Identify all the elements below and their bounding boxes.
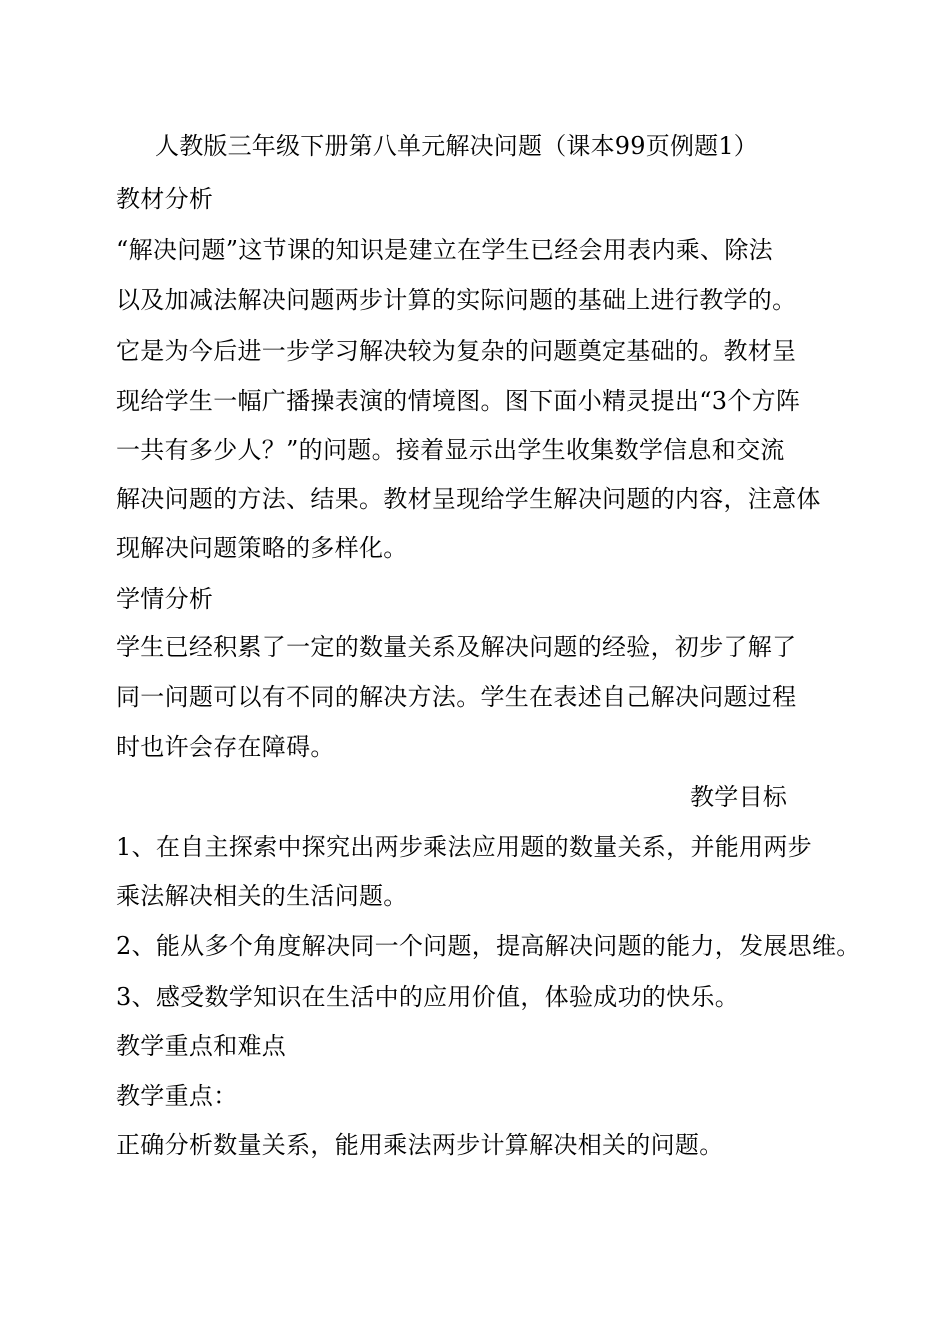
analysis-line: “解决问题”这节课的知识是建立在学生已经会用表内乘、除法 — [116, 236, 773, 264]
analysis-line: 以及加减法解决问题两步计算的实际问题的基础上进行教学的。 — [116, 286, 797, 314]
analysis-line: 它是为今后进一步学习解决较为复杂的问题奠定基础的。教材呈 — [116, 337, 797, 365]
goal-line: 1、在自主探索中探究出两步乘法应用题的数量关系，并能用两步 — [116, 833, 812, 861]
heading-learner-analysis: 学情分析 — [116, 585, 214, 613]
analysis-line: 解决问题的方法、结果。教材呈现给学生解决问题的内容，注意体 — [116, 485, 821, 513]
goal-line: 乘法解决相关的生活问题。 — [116, 882, 408, 910]
heading-teaching-goals: 教学目标 — [690, 783, 788, 811]
learner-line: 时也许会存在障碍。 — [116, 733, 335, 761]
heading-key-and-difficult-points: 教学重点和难点 — [116, 1032, 287, 1060]
goal-line: 3、感受数学知识在生活中的应用价值，体验成功的快乐。 — [116, 983, 740, 1011]
analysis-line: 现给学生一幅广播操表演的情境图。图下面小精灵提出“3个方阵 — [116, 387, 801, 415]
heading-textbook-analysis: 教材分析 — [116, 185, 214, 213]
analysis-line: 现解决问题策略的多样化。 — [116, 534, 408, 562]
key-point-line: 正确分析数量关系，能用乘法两步计算解决相关的问题。 — [116, 1131, 724, 1159]
goal-line: 2、能从多个角度解决同一个问题，提高解决问题的能力，发展思维。 — [116, 932, 861, 960]
analysis-line: 一共有多少人？”的问题。接着显示出学生收集数学信息和交流 — [116, 436, 785, 464]
subheading-key-points: 教学重点： — [116, 1082, 238, 1110]
learner-line: 学生已经积累了一定的数量关系及解决问题的经验，初步了解了 — [116, 633, 797, 661]
learner-line: 同一问题可以有不同的解决方法。学生在表述自己解决问题过程 — [116, 683, 797, 711]
document-title: 人教版三年级下册第八单元解决问题（课本99页例题1） — [155, 132, 759, 160]
